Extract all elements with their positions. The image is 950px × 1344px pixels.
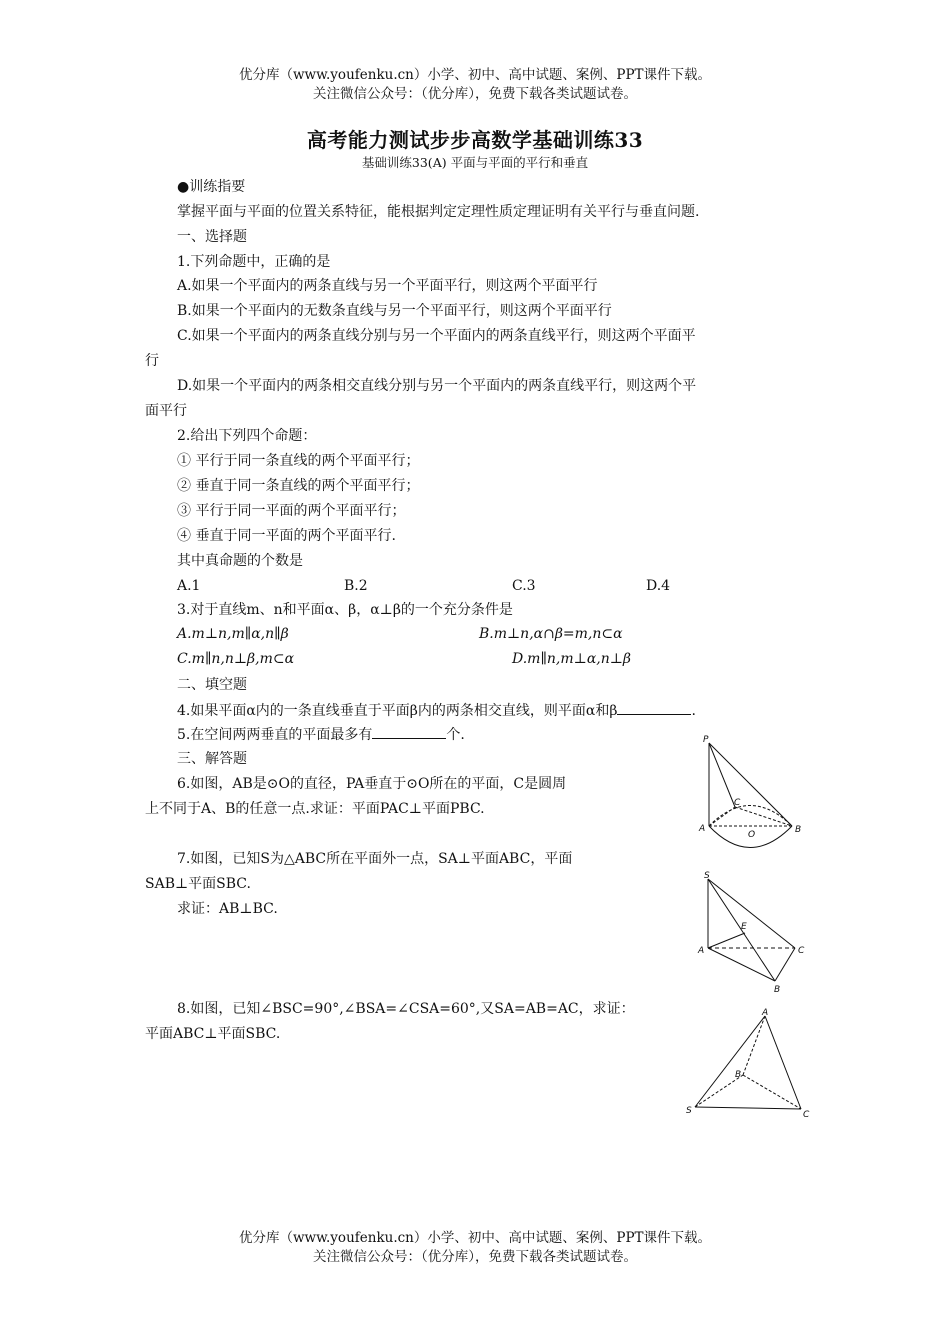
q5-text [177,724,465,745]
q2-proposition-2: ② 垂直于同一条直线的两个平面平行； [177,478,420,494]
guide-text: 掌握平面与平面的位置关系特征，能根据判定定理性质定理证明有关平行与垂直问题. [177,204,700,220]
q7-line-1: 7.如图，已知S为△ABC所在平面外一点，SA⊥平面ABC，平面 [177,851,573,867]
q1-option-a: A.如果一个平面内的两条直线与另一个平面平行，则这两个平面平行 [177,278,598,294]
q2-option-a: A.1 [177,578,201,594]
q1-option-c-cont: 行 [145,353,159,369]
q3-option-b: B.m⊥n,α∩β=m,n⊂α [479,626,623,642]
fig1-line-pb [709,743,792,826]
q2-proposition-4: ④ 垂直于同一平面的两个平面平行. [177,528,396,544]
q3-option-d: D.m∥n,m⊥α,n⊥β [512,651,632,667]
q2-option-b: B.2 [344,578,368,594]
q2-option-d: D.4 [646,578,671,594]
fig2-label-e: E [741,922,747,932]
q2-proposition-1: ① 平行于同一条直线的两个平面平行； [177,453,420,469]
fig2-line-ab [708,948,775,981]
fig3-line-bc [743,1075,801,1109]
header-line-2: 关注微信公众号：（优分库），免费下载各类试题试卷。 [313,86,637,102]
q1-option-b: B.如果一个平面内的无数条直线与另一个平面平行，则这两个平面平行 [177,303,612,319]
q2-ask: 其中真命题的个数是 [177,553,303,569]
q6-line-2: 上不同于A、B的任意一点.求证：平面PAC⊥平面PBC. [145,801,485,817]
q5-answer-blank[interactable] [372,724,446,739]
q4-text [177,700,696,721]
q7-line-3: 求证：AB⊥BC. [177,901,278,917]
section-fill-heading: 二、填空题 [177,677,247,693]
q4-stem: 4.如果平面α内的一条直线垂直于平面β内的两条相交直线，则平面α和β [177,703,618,719]
q8-line-2: 平面ABC⊥平面SBC. [145,1026,281,1042]
guide-heading: ●训练指要 [177,179,246,195]
fig2-label-a: A [698,946,705,956]
fig2-line-sc [708,879,795,948]
fig1-line-pc [709,743,735,807]
fig1-label-c: C [734,798,741,808]
fig1-label-a: A [699,824,706,834]
fig2-label-b: B [774,985,781,995]
figure-q6 [695,733,810,858]
figure-q7 [695,867,815,997]
footer-line-1: 优分库（www.youfenku.cn）小学、初中、高中试题、案例、PPT课件下载。 [238,1230,712,1246]
fig2-label-s: S [704,871,710,881]
q5-stem: 5.在空间两两垂直的平面最多有 [177,727,373,743]
header-line-1: 优分库（www.youfenku.cn）小学、初中、高中试题、案例、PPT课件下载。 [238,67,712,83]
q1-stem: 1.下列命题中，正确的是 [177,254,331,270]
q2-stem: 2.给出下列四个命题： [177,428,317,444]
fig1-arc-back [709,806,792,827]
fig1-label-o: O [748,830,756,840]
fig3-label-c: C [803,1110,810,1120]
fig1-label-p: P [703,735,709,745]
section-solve-heading: 三、解答题 [177,751,247,767]
section-choice-heading: 一、选择题 [177,229,247,245]
q1-option-c: C.如果一个平面内的两条直线分别与另一个平面内的两条直线平行，则这两个平面平 [177,328,696,344]
page-subtitle: 基础训练33(A) 平面与平面的平行和垂直 [361,155,589,170]
fig1-line-ac [709,807,735,826]
page-title: 高考能力测试步步高数学基础训练33 [306,128,644,152]
q2-proposition-3: ③ 平行于同一平面的两个平面平行； [177,503,406,519]
figure-q8 [683,1003,815,1125]
fig1-label-b: B [795,825,802,835]
q2-option-c: C.3 [512,578,536,594]
fig3-label-b: B [735,1070,742,1080]
q4-end: . [691,703,696,719]
q3-option-a: A.m⊥n,m∥α,n∥β [177,626,289,642]
fig3-line-ac [765,1016,801,1109]
fig2-label-c: C [798,946,805,956]
q7-line-2: SAB⊥平面SBC. [145,876,251,892]
q4-answer-blank[interactable] [617,700,691,715]
footer-line-2: 关注微信公众号：（优分库），免费下载各类试题试卷。 [313,1249,637,1265]
q1-option-d: D.如果一个平面内的两条相交直线分别与另一个平面内的两条直线平行，则这两个平 [177,378,697,394]
fig3-line-sc [695,1107,801,1109]
q8-line-1: 8.如图，已知∠BSC=90°,∠BSA=∠CSA=60°,又SA=AB=AC，求证： [177,1001,635,1017]
fig1-line-cb [735,807,792,826]
fig3-label-s: S [686,1106,692,1116]
q5-end: 个. [446,727,465,743]
q3-stem: 3.对于直线m、n和平面α、β，α⊥β的一个充分条件是 [177,602,513,618]
fig2-line-bc [775,948,795,981]
fig3-line-ab [743,1016,765,1075]
fig2-line-ae [708,933,745,948]
fig3-label-a: A [762,1008,769,1018]
q1-option-d-cont: 面平行 [145,403,187,419]
q6-line-1: 6.如图，AB是⊙O的直径，PA垂直于⊙O所在的平面，C是圆周 [177,776,567,792]
q3-option-c: C.m∥n,n⊥β,m⊂α [177,651,295,667]
fig3-line-as [695,1016,765,1107]
